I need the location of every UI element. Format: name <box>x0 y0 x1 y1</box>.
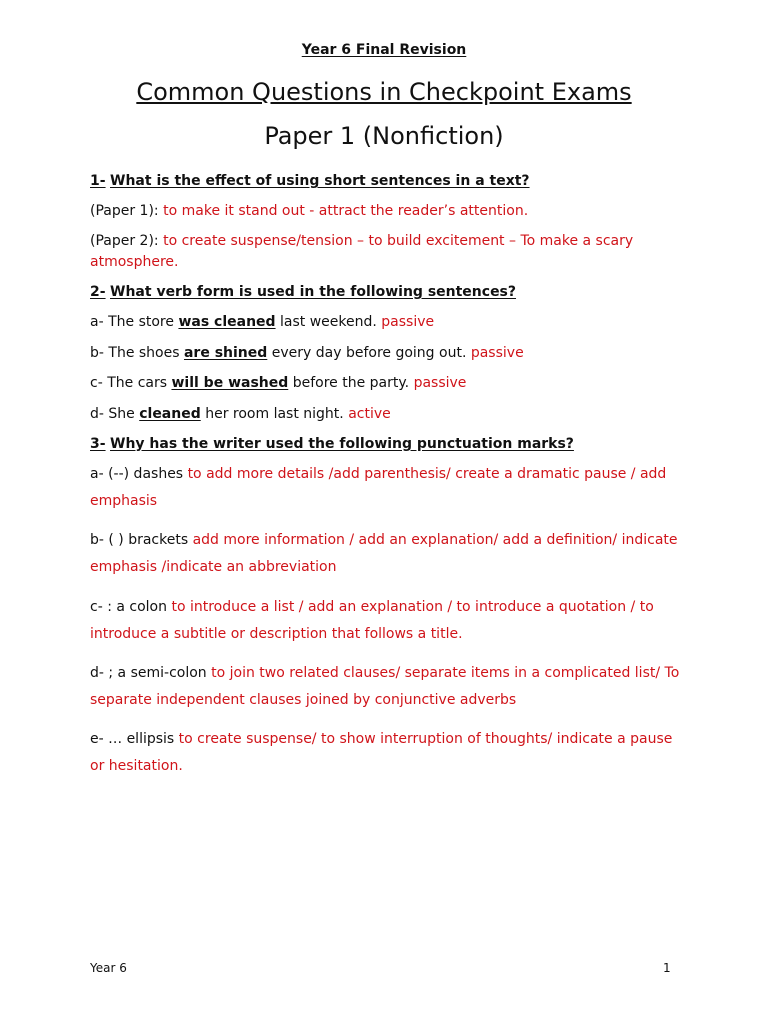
main-title: Common Questions in Checkpoint Exams <box>136 78 632 106</box>
verb-form: cleaned <box>139 406 201 422</box>
answer-label: (Paper 1): <box>90 203 159 219</box>
punctuation-mark: e- … ellipsis <box>90 731 175 747</box>
verb-sentence-a <box>90 312 434 332</box>
sentence-end: last weekend. <box>280 314 377 330</box>
verb-form: will be washed <box>171 375 289 391</box>
verb-sentence-b <box>90 343 524 363</box>
answer-text: to join two related clauses/ separate items in a complicated list/ To separate independent clauses joined by conjunctive adverbs <box>90 665 680 708</box>
top-title: Year 6 Final Revision <box>301 42 467 58</box>
sentence-start: a- The store <box>90 314 174 330</box>
question-1 <box>90 171 530 191</box>
question-2 <box>90 282 516 302</box>
question-text: What verb form is used in the following sentences? <box>110 284 517 300</box>
punctuation-item-a <box>90 461 680 515</box>
question-text: Why has the writer used the following punctuation marks? <box>110 436 574 452</box>
punctuation-item-d <box>90 660 680 714</box>
answer-paper-1 <box>90 201 528 221</box>
question-number: 3- <box>90 436 106 452</box>
sentence-start: d- She <box>90 406 135 422</box>
verb-form: was cleaned <box>178 314 276 330</box>
page-number: 1 <box>663 961 671 975</box>
answer-text: add more information / add an explanation/ add a definition/ indicate emphasis /indicate an abbreviation <box>90 532 678 575</box>
verb-form: are shined <box>183 345 268 361</box>
answer-text: to introduce a list / add an explanation / to introduce a quotation / to introduce a subtitle or description that follows a title. <box>90 599 654 642</box>
question-text: What is the effect of using short sentences in a text? <box>110 173 530 189</box>
answer-text: active <box>348 406 391 422</box>
punctuation-mark: b- ( ) brackets <box>90 532 189 548</box>
answer-text: passive <box>381 314 435 330</box>
answer-text: passive <box>470 345 524 361</box>
answer-text: to create suspense/ to show interruption of thoughts/ indicate a pause or hesitation. <box>90 731 673 774</box>
sub-title: Paper 1 (Nonfiction) <box>264 122 504 150</box>
answer-text: to add more details /add parenthesis/ create a dramatic pause / add emphasis <box>90 466 667 509</box>
punctuation-mark: a- (--) dashes <box>90 466 184 482</box>
punctuation-mark: d- ; a semi-colon <box>90 665 207 681</box>
punctuation-item-e <box>90 726 680 780</box>
answer-text: to create suspense/tension – to build excitement – To make a scary atmosphere. <box>90 233 634 270</box>
sentence-start: b- The shoes <box>90 345 180 361</box>
question-number: 1- <box>90 173 106 189</box>
sentence-start: c- The cars <box>90 375 168 391</box>
answer-paper-2 <box>90 231 680 273</box>
sentence-end: her room last night. <box>205 406 344 422</box>
punctuation-item-b <box>90 527 680 581</box>
verb-sentence-d <box>90 404 391 424</box>
footer-label: Year 6 <box>90 961 127 975</box>
sentence-end: before the party. <box>292 375 410 391</box>
answer-label: (Paper 2): <box>90 233 159 249</box>
sentence-end: every day before going out. <box>271 345 467 361</box>
answer-text: to make it stand out - attract the reader’s attention. <box>163 203 529 219</box>
answer-text: passive <box>413 375 467 391</box>
question-number: 2- <box>90 284 106 300</box>
punctuation-mark: c- : a colon <box>90 599 167 615</box>
question-3 <box>90 434 574 454</box>
punctuation-item-c <box>90 594 680 648</box>
verb-sentence-c <box>90 373 466 393</box>
